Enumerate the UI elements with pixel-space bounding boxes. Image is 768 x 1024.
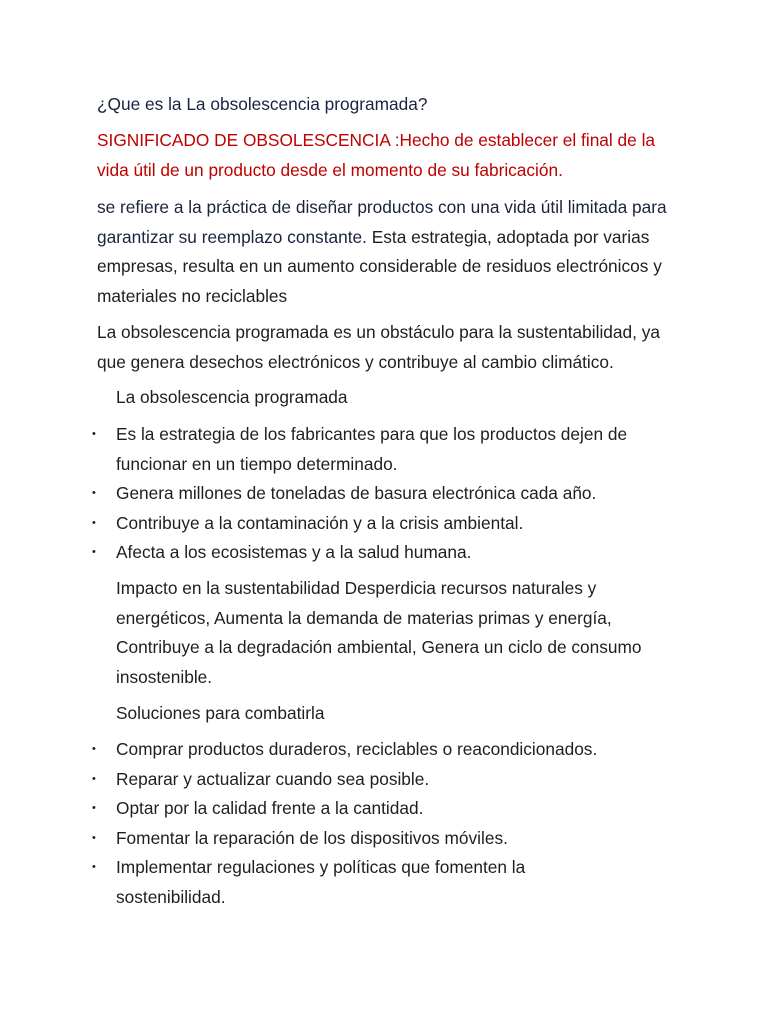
question-heading: ¿Que es la La obsolescencia programada?: [97, 94, 428, 114]
section1-heading: La obsolescencia programada: [116, 387, 348, 407]
intro-paragraph-part1: se refiere a la práctica de diseñar productos con una vida útil limitada para garantizar su reemplazo constante.: [97, 197, 667, 247]
list-item: • Contribuye a la contaminación y a la crisis ambiental.: [97, 509, 677, 539]
bullet-icon: •: [92, 772, 96, 785]
definition-paragraph: SIGNIFICADO DE OBSOLESCENCIA :Hecho de establecer el final de la vida útil de un producto desde el momento de su fabricación.: [97, 130, 656, 180]
list-item: • Reparar y actualizar cuando sea posible.: [97, 765, 677, 795]
bullet-icon: •: [92, 428, 96, 440]
bullet-icon: •: [92, 861, 96, 873]
intro-paragraph-part2: Esta estrategia, adoptada por varias empresas, resulta en un aumento considerable de residuos electrónicos y materiales no reciclables: [97, 226, 662, 306]
bullet-icon: •: [92, 487, 96, 499]
section1-list: [92, 420, 677, 568]
list-item: • Comprar productos duraderos, reciclables o reacondicionados.: [97, 735, 677, 765]
impact-paragraph: Impacto en la sustentabilidad Desperdicia recursos naturales y energéticos, Aumenta la demanda de materias primas y energía, Contribuye a la degradación ambiental, Genera un ciclo de consumo insostenible.: [116, 578, 642, 687]
bullet-icon: •: [92, 802, 96, 814]
list-item: • Genera millones de toneladas de basura electrónica cada año.: [97, 479, 677, 509]
bullet-icon: •: [92, 516, 96, 529]
list-item: • Es la estrategia de los fabricantes para que los productos dejen de funcionar en un tiempo determinado.: [97, 420, 677, 479]
intro-paragraph: [97, 193, 667, 311]
sustainability-paragraph: La obsolescencia programada es un obstáculo para la sustentabilidad, ya que genera desechos electrónicos y contribuye al cambio climático.: [97, 322, 660, 372]
list-item: • Optar por la calidad frente a la cantidad.: [97, 794, 677, 824]
list-item: • Fomentar la reparación de los dispositivos móviles.: [97, 824, 677, 854]
list-item: • Afecta a los ecosistemas y a la salud humana.: [97, 538, 677, 568]
bullet-icon: •: [92, 831, 96, 844]
section2-list: [92, 735, 677, 912]
bullet-icon: •: [92, 743, 96, 755]
section2-heading: Soluciones para combatirla: [116, 703, 325, 723]
list-item: • Implementar regulaciones y políticas que fomenten la sostenibilidad.: [97, 853, 677, 912]
bullet-icon: •: [92, 546, 96, 558]
